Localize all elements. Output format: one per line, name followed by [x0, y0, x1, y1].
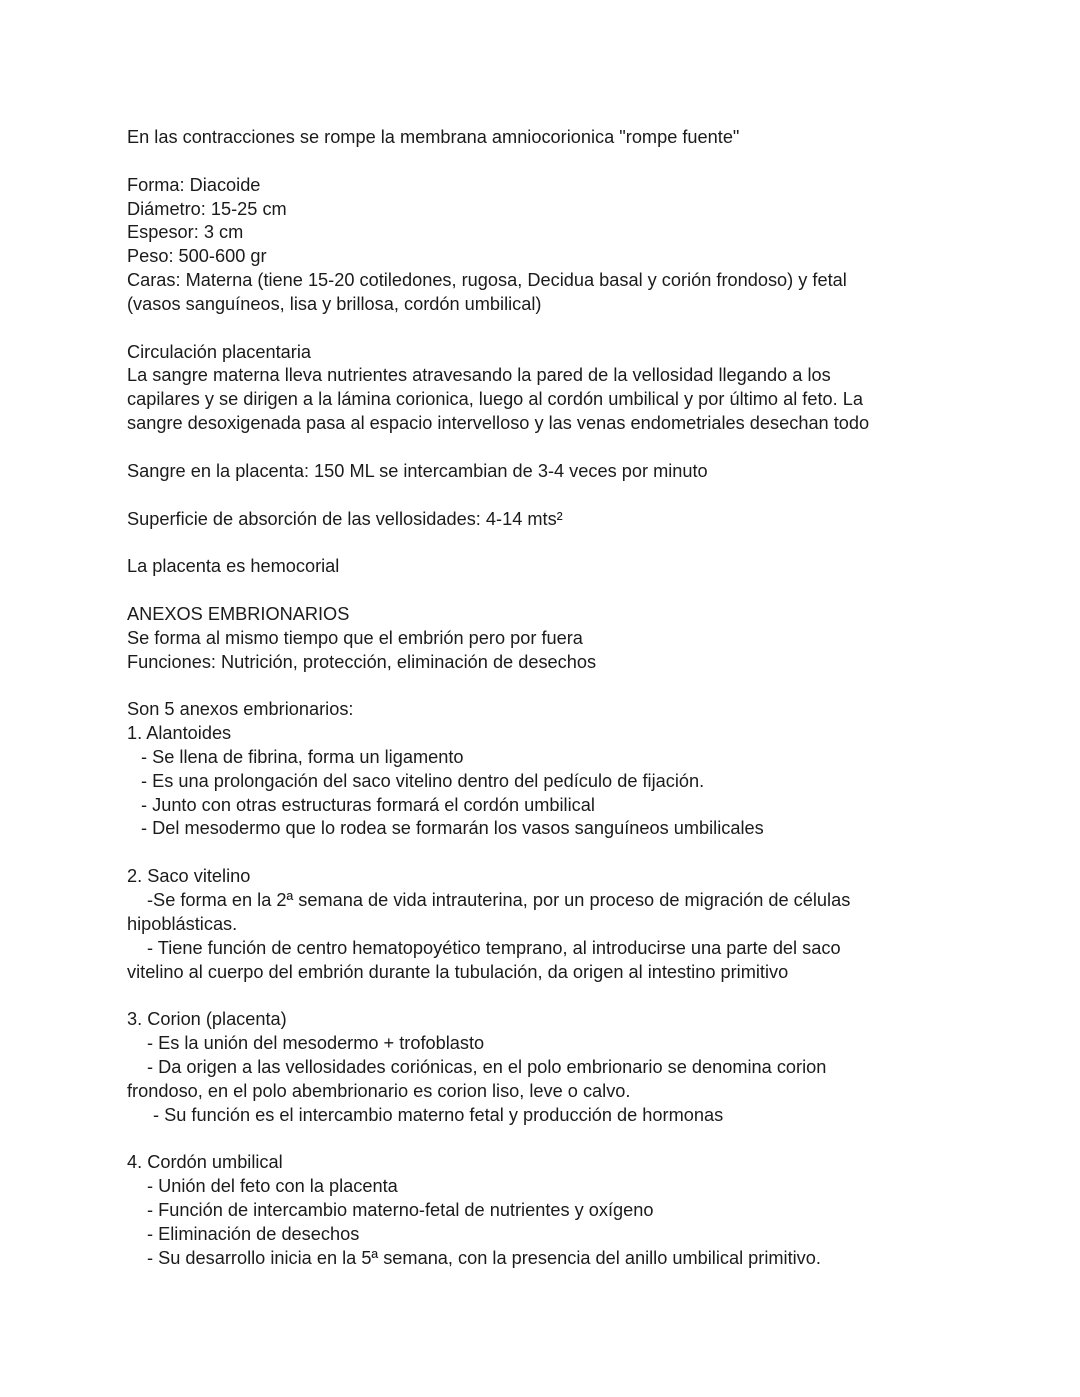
circulacion-line-2: capilares y se dirigen a la lámina corionica, luego al cordón umbilical y por último al feto. La [127, 389, 863, 410]
anexo-point: - Es una prolongación del saco vitelino dentro del pedículo de fijación. [141, 770, 705, 791]
circulacion-heading: Circulación placentaria [127, 341, 311, 362]
circulacion-line-1: La sangre materna lleva nutrientes atravesando la pared de la vellosidad llegando a los [127, 365, 831, 386]
blank-line [127, 1127, 927, 1151]
anexo-point-continuation: hipoblásticas. [127, 913, 238, 934]
blank-line [127, 579, 927, 603]
anexo-item-saco-vitelino [127, 865, 927, 984]
blank-line [127, 674, 927, 698]
blank-line [127, 531, 927, 555]
anexo-item-alantoides [127, 722, 927, 841]
superficie-paragraph: Superficie de absorción de las vellosidades: 4-14 mts² [127, 508, 563, 529]
anexo-title: 2. Saco vitelino [127, 866, 251, 887]
anexo-point: - Su desarrollo inicia en la 5ª semana, con la presencia del anillo umbilical primitivo. [147, 1247, 821, 1268]
anexo-title: 3. Corion (placenta) [127, 1009, 287, 1030]
anexo-point: - Función de intercambio materno-fetal de nutrientes y oxígeno [147, 1199, 654, 1220]
anexo-title: 1. Alantoides [127, 723, 232, 744]
anexo-point: - Eliminación de desechos [147, 1223, 360, 1244]
blank-line [127, 436, 927, 460]
anexo-title: 4. Cordón umbilical [127, 1152, 283, 1173]
anexo-point: - Unión del feto con la placenta [147, 1176, 398, 1197]
circulacion-line-3: sangre desoxigenada pasa al espacio intervelloso y las venas endometriales desechan todo [127, 413, 870, 434]
document-page [127, 126, 927, 1271]
anexo-item-corion [127, 1008, 927, 1127]
anexos-heading: ANEXOS EMBRIONARIOS [127, 603, 350, 624]
blank-line [127, 984, 927, 1008]
spec-peso: Peso: 500-600 gr [127, 246, 267, 267]
sangre-paragraph: Sangre en la placenta: 150 ML se intercambian de 3-4 veces por minuto [127, 460, 708, 481]
anexo-point: - Da origen a las vellosidades coriónicas, en el polo embrionario se denomina corion [147, 1056, 827, 1077]
spec-caras-line-1: Caras: Materna (tiene 15-20 cotiledones, rugosa, Decidua basal y corión frondoso) y fetal [127, 270, 847, 291]
anexos-line-1: Se forma al mismo tiempo que el embrión pero por fuera [127, 627, 583, 648]
anexo-point: - Tiene función de centro hematopoyético temprano, al introducirse una parte del saco [147, 937, 841, 958]
intro-paragraph: En las contracciones se rompe la membrana amniocorionica "rompe fuente" [127, 127, 740, 147]
anexo-point: - Se llena de fibrina, forma un ligamento [141, 746, 464, 767]
anexo-point: - Su función es el intercambio materno fetal y producción de hormonas [153, 1104, 724, 1125]
spec-caras-line-2: (vasos sanguíneos, lisa y brillosa, cordón umbilical) [127, 293, 542, 314]
anexo-point: - Es la unión del mesodermo + trofoblasto [147, 1033, 485, 1054]
placenta-specs [127, 174, 927, 317]
anexos-count: Son 5 anexos embrionarios: [127, 699, 354, 720]
circulacion-section [127, 341, 927, 436]
anexo-point-continuation: frondoso, en el polo abembrionario es corion liso, leve o calvo. [127, 1080, 631, 1101]
anexo-point: - Junto con otras estructuras formará el cordón umbilical [141, 794, 595, 815]
anexo-point-continuation: vitelino al cuerpo del embrión durante la tubulación, da origen al intestino primitivo [127, 961, 789, 982]
blank-line [127, 841, 927, 865]
blank-line [127, 317, 927, 341]
anexo-item-cordon-umbilical [127, 1151, 927, 1270]
spec-espesor: Espesor: 3 cm [127, 222, 244, 243]
anexo-point: - Del mesodermo que lo rodea se formarán los vasos sanguíneos umbilicales [141, 818, 764, 839]
spec-diametro: Diámetro: 15-25 cm [127, 198, 287, 219]
hemocorial-paragraph: La placenta es hemocorial [127, 556, 340, 577]
anexos-line-2: Funciones: Nutrición, protección, eliminación de desechos [127, 651, 597, 672]
spec-forma: Forma: Diacoide [127, 174, 261, 195]
blank-line [127, 150, 927, 174]
blank-line [127, 484, 927, 508]
anexo-point: -Se forma en la 2ª semana de vida intrauterina, por un proceso de migración de células [147, 890, 851, 910]
anexos-section [127, 603, 927, 1271]
